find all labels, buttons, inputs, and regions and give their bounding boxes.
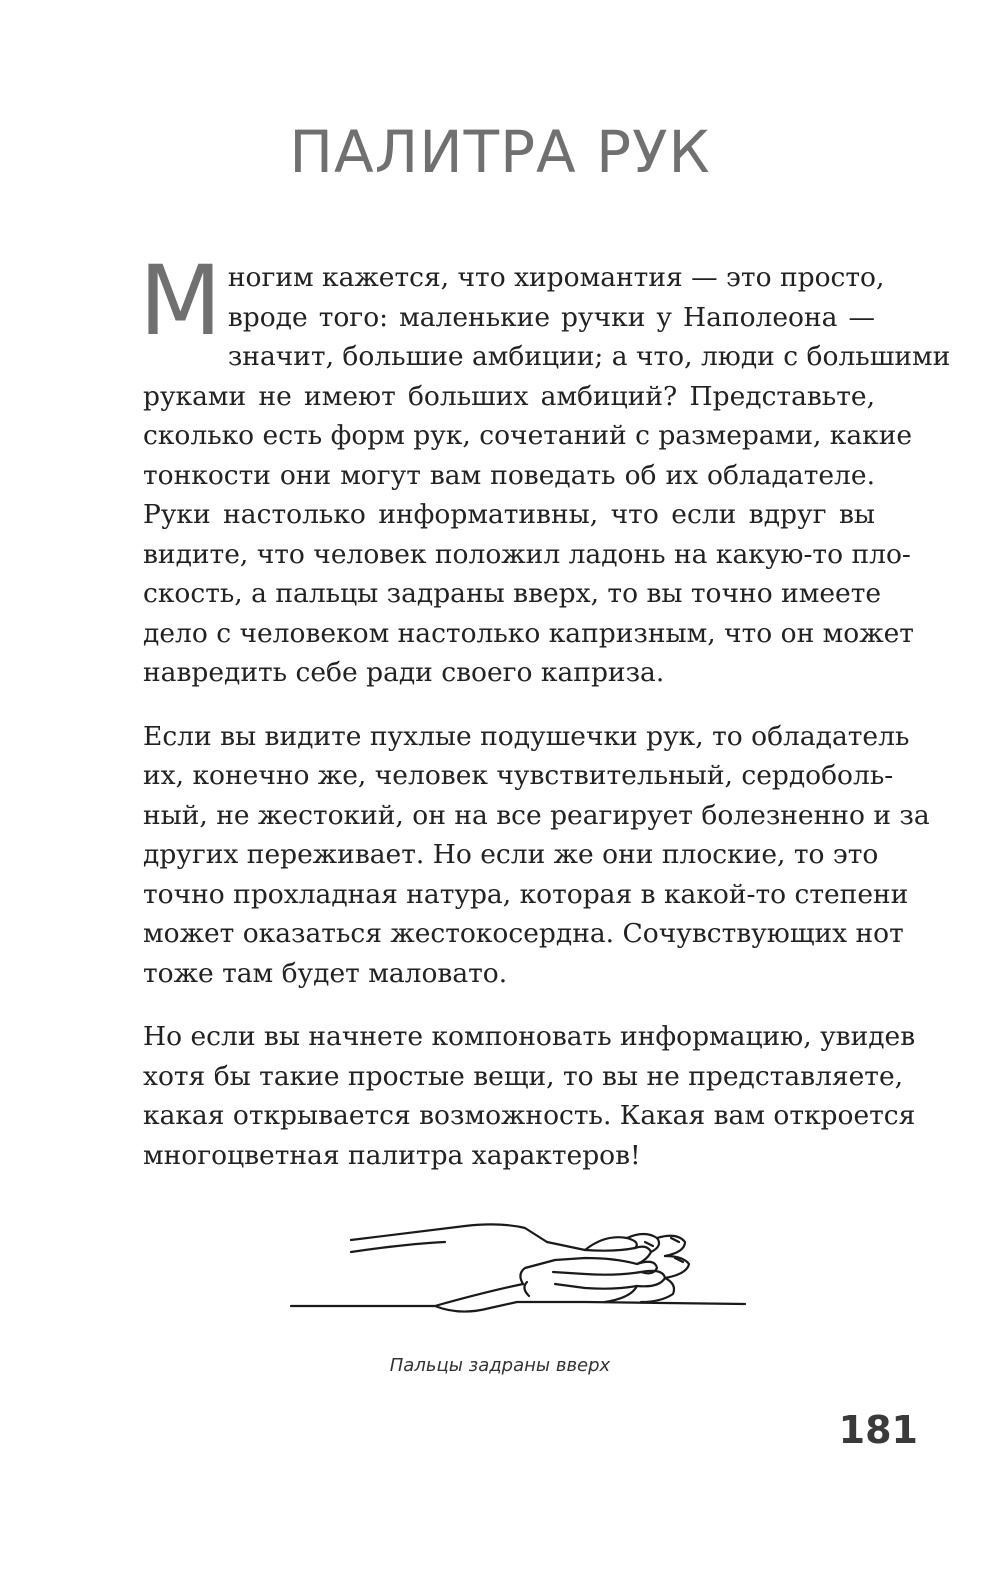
text-line: ный, не жестокий, он на все реагирует болезненно и за [143,799,930,831]
text-line: дело с человеком настолько капризным, что он может [143,617,914,649]
text-line: ногим кажется, что хиромантия — это просто, [227,262,885,293]
text-line: хотя бы такие простые вещи, то вы не представляете, [143,1060,904,1092]
text-line: может оказаться жестокосердна. Сочувствующих нот [143,918,904,949]
paragraph-1 [139,245,951,693]
page-number: 181 [838,1408,918,1452]
text-line: вроде того: маленькие ручки у Наполеона — [227,301,875,333]
text-line: Но если вы начнете компоновать информацию, увидев [143,1021,916,1052]
text-line: скость, а пальцы задраны вверх, то вы точно имеете [143,578,882,609]
text-line: навредить себе ради своего каприза. [143,657,665,688]
text-line: их, конечно же, человек чувствительный, сердоболь- [143,760,894,791]
text-line: значит, большие амбиции; а что, люди с большими [227,341,951,372]
paragraph-3 [143,1017,916,1175]
text-line: сколько есть форм рук, сочетаний с размерами, какие [143,420,913,451]
drop-cap: М [139,245,222,357]
text-line: точно прохладная натура, которая в какой-то степени [143,878,909,910]
text-line: многоцветная палитра характеров! [143,1139,641,1171]
body-text [139,245,951,1199]
text-line: Руки настолько информативны, что если вдруг вы [143,499,875,530]
text-line: какая открывается возможность. Какая вам откроется [143,1100,916,1131]
paragraph-2 [143,717,930,994]
text-line: Если вы видите пухлые подушечки рук, то обладатель [143,720,910,752]
illustration-caption: Пальцы задраны вверх [389,1355,611,1376]
text-line: других переживает. Но если же они плоские, то это [143,839,879,870]
text-line: тоже там будет маловато. [143,957,508,989]
chapter-title: ПАЛИТРА РУК [289,118,711,186]
hand-illustration [285,1212,755,1324]
text-line: тонкости они могут вам поведать об их обладателе. [143,459,875,491]
text-line: видите, что человек положил ладонь на какую-то пло- [143,538,911,570]
text-line: руками не имеют больших амбиций? Представьте, [143,380,875,412]
